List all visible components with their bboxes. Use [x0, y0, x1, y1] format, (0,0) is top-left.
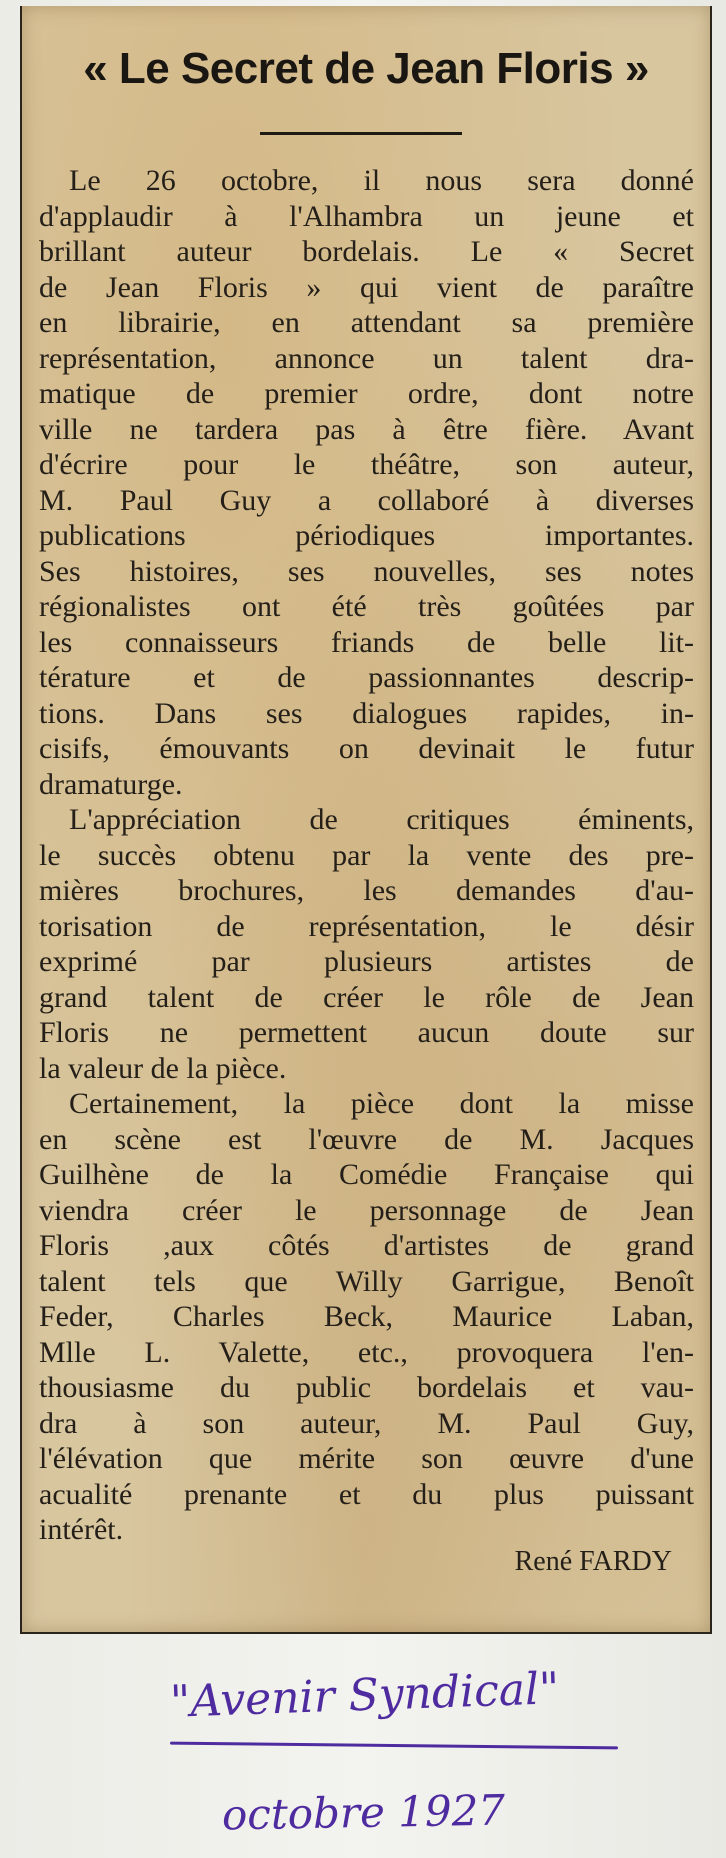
article-line: le succès obtenu par la vente des pre-	[39, 838, 694, 872]
article-paragraph	[39, 802, 694, 1086]
article-line: cisifs, émouvants on devinait le futur	[39, 732, 694, 765]
title-rule	[260, 132, 462, 135]
article-line: talent tels que Willy Garrigue, Benoît	[39, 1264, 694, 1298]
article-paragraph	[39, 163, 694, 802]
article-line: L'appréciation de critiques éminents,	[69, 803, 694, 836]
article-line: intérêt.	[39, 1513, 124, 1546]
article-line: mières brochures, les demandes d'au-	[39, 874, 694, 907]
article-line: acualité prenante et du plus puissant	[39, 1477, 694, 1511]
article-line: térature et de passionnantes descrip-	[39, 661, 694, 694]
article-line: publications périodiques importantes.	[39, 519, 694, 552]
article-line: en scène est l'œuvre de M. Jacques	[39, 1122, 694, 1156]
article-line: Certainement, la pièce dont la misse	[69, 1087, 694, 1120]
article-line: Floris ,aux côtés d'artistes de grand	[39, 1229, 694, 1262]
article-line: d'applaudir à l'Alhambra un jeune et	[39, 199, 694, 233]
article-line: ville ne tardera pas à être fière. Avant	[39, 412, 694, 446]
handwritten-publication: "Avenir Syndical"	[169, 1663, 561, 1728]
article-body	[39, 163, 694, 1548]
article-line: Floris ne permettent aucun doute sur	[39, 1016, 694, 1049]
article-line: torisation de représentation, le désir	[39, 909, 694, 943]
article-line: les connaisseurs friands de belle lit-	[39, 625, 694, 659]
newspaper-clipping	[20, 6, 712, 1634]
article-line: thousiasme du public bordelais et vau-	[39, 1371, 694, 1404]
article-line: d'écrire pour le théâtre, son auteur,	[39, 448, 694, 481]
article-line: Mlle L. Valette, etc., provoquera l'en-	[39, 1335, 694, 1369]
handwritten-date: octobre 1927	[221, 1785, 506, 1840]
article-title: « Le Secret de Jean Floris »	[83, 44, 649, 93]
handwritten-underline	[170, 1742, 618, 1750]
article-line: représentation, annonce un talent dra-	[39, 341, 694, 375]
article-paragraph	[39, 1086, 694, 1548]
article-line: matique de premier ordre, dont notre	[39, 377, 694, 410]
article-line: exprimé par plusieurs artistes de	[39, 945, 694, 978]
handwritten-annotation	[0, 1640, 726, 1858]
article-line: grand talent de créer le rôle de Jean	[39, 980, 694, 1014]
article-line: viendra créer le personnage de Jean	[39, 1193, 694, 1227]
article-line: Guilhène de la Comédie Française qui	[39, 1158, 694, 1191]
article-line: la valeur de la pièce.	[39, 1051, 287, 1085]
article-line: de Jean Floris » qui vient de paraître	[39, 270, 694, 304]
article-line: tions. Dans ses dialogues rapides, in-	[39, 696, 694, 730]
article-line: brillant auteur bordelais. Le « Secret	[39, 235, 694, 268]
article-line: dra à son auteur, M. Paul Guy,	[39, 1406, 694, 1440]
article-line: l'élévation que mérite son œuvre d'une	[39, 1442, 694, 1475]
article-line: régionalistes ont été très goûtées par	[39, 590, 694, 623]
article-line: Le 26 octobre, il nous sera donné	[69, 164, 694, 197]
article-line: dramaturge.	[39, 767, 183, 801]
article-line: Feder, Charles Beck, Maurice Laban,	[39, 1300, 694, 1333]
article-line: M. Paul Guy a collaboré à diverses	[39, 483, 694, 517]
article-line: en librairie, en attendant sa première	[39, 306, 694, 339]
article-line: Ses histoires, ses nouvelles, ses notes	[39, 554, 694, 588]
article-signature: René FARDY	[514, 1546, 672, 1577]
